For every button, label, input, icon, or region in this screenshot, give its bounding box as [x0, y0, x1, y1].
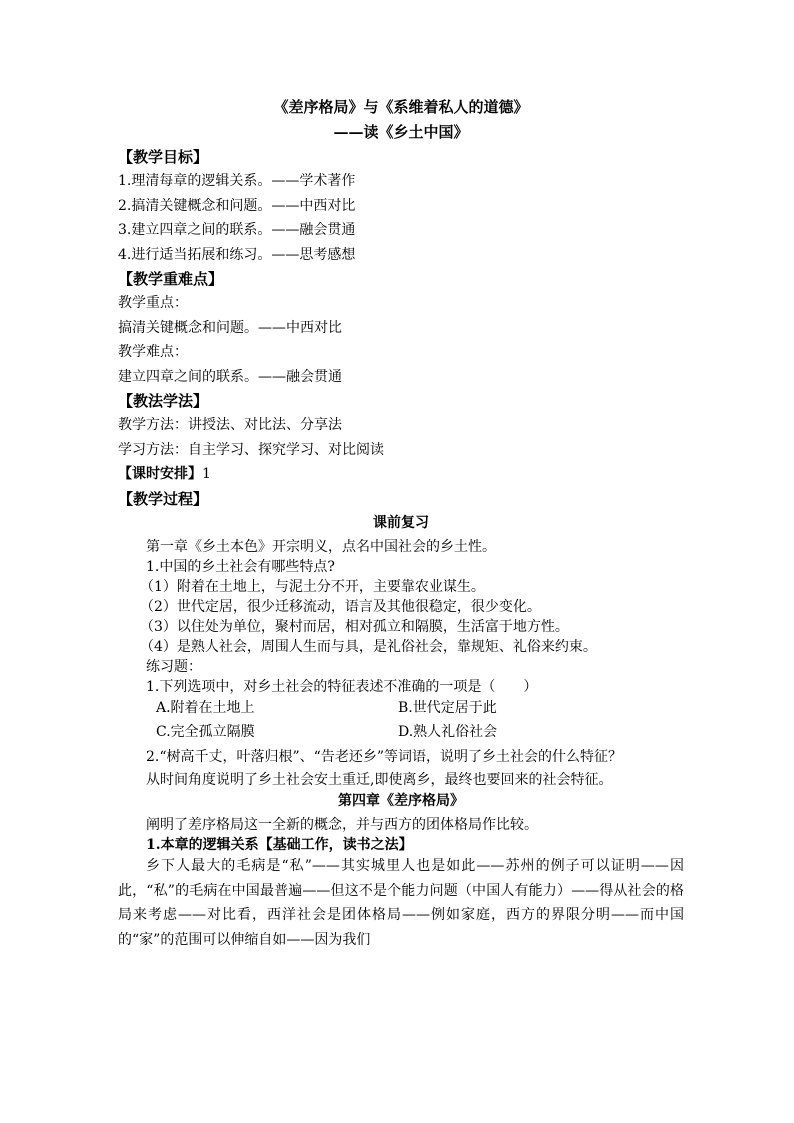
feature-item: （1）附着在土地上，与泥土分不开，主要靠农业谋生。: [140, 578, 485, 595]
document-title: 《差序格局》与《系维着私人的道德》: [273, 98, 529, 116]
feature-item: （2）世代定居，很少迁移流动，语言及其他很稳定，很少变化。: [140, 598, 541, 615]
chapter4-intro: 阐明了差序格局这一全新的概念，并与西方的团体格局作比较。: [146, 817, 538, 833]
teaching-method: 教学方法：讲授法、对比法、分享法: [118, 417, 342, 433]
goal-item: 3.建立四章之间的联系。——融会贯通: [118, 222, 356, 238]
feature-item: （3）以住处为单位，聚村而居，相对孤立和隔膜，生活富于地方性。: [140, 618, 569, 635]
section-heading-methods: 【教法学法】: [118, 392, 209, 410]
chapter4-title: 第四章《差序格局》: [338, 793, 464, 809]
option-a: A.附着在土地上: [156, 699, 255, 716]
section-heading-key-points: 【教学重难点】: [118, 270, 224, 288]
difficulty-text: 建立四章之间的联系。——融会贯通: [118, 368, 342, 385]
class-hours-value: 1: [202, 466, 211, 482]
feature-item: （4）是熟人社会，周围人生而与具，是礼俗社会，靠规矩、礼俗来约束。: [140, 638, 597, 655]
section-heading-hours: 【课时安排】: [118, 466, 202, 482]
difficulty-label: 教学难点：: [118, 344, 188, 360]
document-subtitle: ——读《乡土中国》: [333, 123, 469, 141]
goal-item: 4.进行适当拓展和练习。——思考感想: [118, 246, 356, 263]
logic-heading: 1.本章的逻辑关系【基础工作，读书之法】: [146, 837, 413, 853]
chapter1-intro: 第一章《乡土本色》开宗明义，点名中国社会的乡土性。: [146, 538, 496, 555]
option-b: B.世代定居于此: [398, 699, 497, 716]
option-c: C.完全孤立隔膜: [156, 724, 255, 740]
options-row-2: [118, 720, 684, 745]
key-point-label: 教学重点：: [118, 295, 188, 311]
class-hours: [118, 462, 684, 487]
logic-paragraph: 乡下人最大的毛病是“私”——其实城里人也是如此——苏州的例子可以证明——因此，“私”的毛病在中国最普遍——但这不是个能力问题（中国人有能力）——得从社会的格局来考虑——对比看，西洋社会是团体格局——例如家庭，西方的界限分明——而中国的“家”的范围可以伸缩自如——因为我们: [118, 858, 684, 948]
review-title: 课前复习: [373, 514, 429, 531]
options-row-1: [118, 696, 684, 721]
learning-method: 学习方法：自主学习、探究学习、对比阅读: [118, 441, 384, 458]
question-1: 1.中国的乡土社会有哪些特点?: [146, 558, 335, 575]
key-point-text: 搞清关键概念和问题。——中西对比: [118, 319, 342, 336]
goal-item: 2.搞清关键概念和问题。——中西对比: [118, 197, 356, 214]
section-heading-process: 【教学过程】: [118, 489, 209, 508]
option-d: D.熟人礼俗社会: [398, 724, 498, 740]
exercise-2-answer: 从时间角度说明了乡土社会安土重迁,即使离乡，最终也要回来的社会特征。: [146, 772, 613, 788]
exercise-1: 1.下列选项中，对乡土社会的特征表述不准确的一项是（ ）: [146, 678, 538, 695]
goal-item: 1.理清每章的逻辑关系。——学术著作: [118, 173, 356, 189]
section-heading-goals: 【教学目标】: [118, 148, 209, 166]
exercise-2: 2.“树高千丈，叶落归根”、“告老还乡”等词语，说明了乡土社会的什么特征？: [146, 748, 622, 765]
exercise-label: 练习题：: [146, 658, 202, 675]
document-content: [118, 95, 684, 952]
